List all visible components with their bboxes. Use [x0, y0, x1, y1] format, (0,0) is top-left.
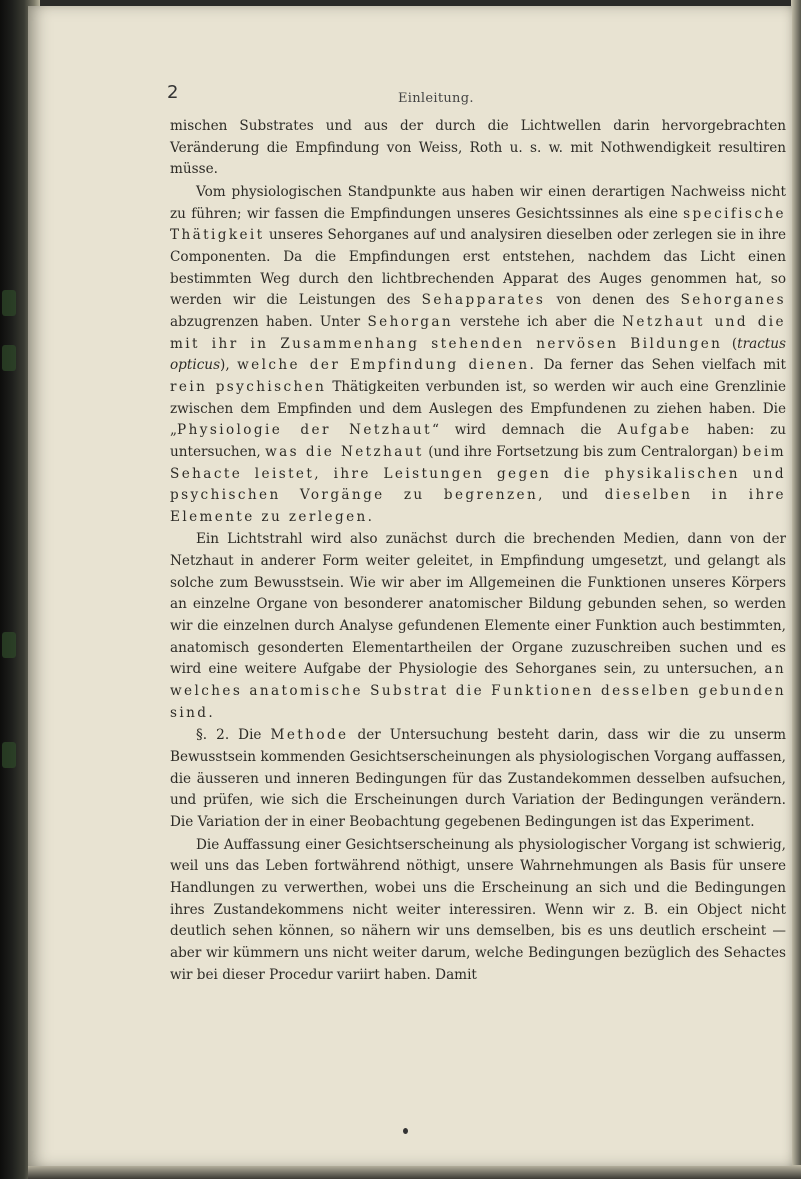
paragraph [170, 835, 786, 987]
text-run: Vom physiologischen Standpunkte aus haben wir einen derartigen Nachweiss nicht zu führen; wir fassen die Empfindungen unseres Gesichtssinnes als eine [170, 183, 786, 222]
spaced-emphasis: specifische Thätigkeit [170, 205, 786, 244]
binding-mark [2, 632, 16, 658]
page-number: 2 [167, 82, 179, 103]
text-run: von denen des [545, 292, 681, 309]
spaced-emphasis: Methode [270, 727, 349, 744]
text-run: abzugrenzen haben. Unter [170, 313, 368, 330]
spaced-emphasis: an welches anatomische Substrat die Funktionen desselben gebunden sind. [170, 661, 786, 721]
ink-dot [403, 1128, 408, 1134]
spaced-emphasis: Sehapparates [421, 292, 546, 309]
paragraph [170, 116, 786, 181]
page-edge-right [791, 0, 801, 1179]
spaced-emphasis: Physiologie der Netzhaut [177, 422, 432, 439]
text-run: und [544, 487, 605, 504]
spaced-emphasis: was die Netzhaut [265, 443, 424, 460]
binding-mark [2, 290, 16, 316]
paragraph [170, 529, 786, 724]
text-run: ( [722, 335, 738, 352]
spaced-emphasis: Netzhaut und die mit ihr in Zusammenhang stehenden nervösen Bildungen [170, 313, 786, 352]
text-run: ), [220, 357, 238, 374]
text-run: unseres Sehorganes auf und analysiren dieselben oder zerlegen sie in ihre Componenten. Da die Empfindungen erst entstehen, nachdem das Licht einen bestimmten Weg durch den lichtbrechenden Apparat des Auges genommen hat, so werden wir die Leistungen des [170, 227, 786, 309]
text-run: Ein Lichtstrahl wird also zunächst durch die brechenden Medien, dann von der Netzhaut in anderer Form weiter geleitet, in Empfindung umgesetzt, und gelangt als solche zum Bewusstsein. Wie wir aber im Allgemeinen die Funktionen unseres Körpers an einzelne Organe von besonderer anatomischer Bildung gebunden sehen, so werden wir die einzelnen durch Analyse gefundenen Elemente einer Funktion auch bestimmten, anatomisch gesonderten Elementartheilen der Organe zuzuschreiben suchen und es wird eine weitere Aufgabe der Physiologie des Sehorganes sein, zu untersuchen, [170, 531, 786, 678]
paragraph [170, 182, 786, 529]
paragraph-text: mischen Substrates und aus der durch die Lichtwellen darin hervorgebrachten Veränderung die Empfindung von Weiss, Roth u. s. w. mit Nothwendigkeit resultiren müsse. [170, 118, 786, 178]
text-run: der Untersuchung besteht darin, dass wir die zu unserm Bewusstsein kommenden Gesichtserscheinungen als physiologischen Vorgang auffassen, die äusseren und inneren Bedingungen für das Zustandekommen desselben aufsuchen, und prüfen, wie sich die Erscheinungen durch Variation der Bedingungen verändern. Die Variation der in einer Beobachtung gegebenen Bedingungen ist das Experiment. [170, 727, 787, 830]
text-run: verstehe ich aber die [453, 313, 623, 330]
text-run: “ wird demnach die [431, 422, 618, 439]
spaced-emphasis: Sehorgan [367, 313, 453, 330]
page-edge-bottom [28, 1165, 801, 1179]
spaced-emphasis: welche der Empfindung dienen. [237, 357, 537, 374]
spaced-emphasis: dieselben in ihre Elemente zu zerlegen. [170, 487, 787, 525]
text-run: Thätigkeiten verbunden ist, so werden wir auch eine Grenzlinie zwischen dem Empfinden und dem Auslegen des Empfundenen zu ziehen haben. Die „ [170, 378, 786, 439]
text-run: (und ihre Fortsetzung bis zum Centralorgan) [423, 443, 743, 460]
text-run: Da ferner das Sehen vielfach mit [536, 357, 786, 374]
binding-mark [2, 345, 16, 371]
binding-mark [2, 742, 16, 768]
body-text [170, 116, 786, 986]
section-paragraph [170, 725, 786, 833]
latin-term: tractus opticus [170, 335, 786, 374]
section-number: §. 2. Die [196, 727, 271, 744]
spaced-emphasis: Aufgabe [617, 422, 692, 439]
spaced-emphasis: rein psychischen [170, 378, 327, 395]
text-run: haben: zu untersuchen, [170, 422, 786, 460]
paragraph-text: Die Auffassung einer Gesichtserscheinung als physiologischer Vorgang ist schwierig, weil uns das Leben fortwährend nöthigt, unsere Wahrnehmungen als Basis für unsere Handlungen zu verwerthen, wobei uns die Erscheinung an sich und die Bedingungen ihres Zustandekommens nicht weiter interessiren. Wenn wir z. B. ein Object nicht deutlich sehen können, so nähern wir uns demselben, bis es uns deutlich erscheint — aber wir kümmern uns nicht weiter darum, welche Bedingungen bezüglich des Sehactes wir bei dieser Procedur variirt haben. Damit [170, 836, 786, 983]
spaced-emphasis: Sehorganes [680, 292, 786, 309]
spaced-emphasis: beim Sehacte leistet, ihre Leistungen gegen die physikalischen und psychischen Vorgänge zu begrenzen, [170, 443, 787, 504]
running-title: Einleitung. [398, 91, 474, 106]
